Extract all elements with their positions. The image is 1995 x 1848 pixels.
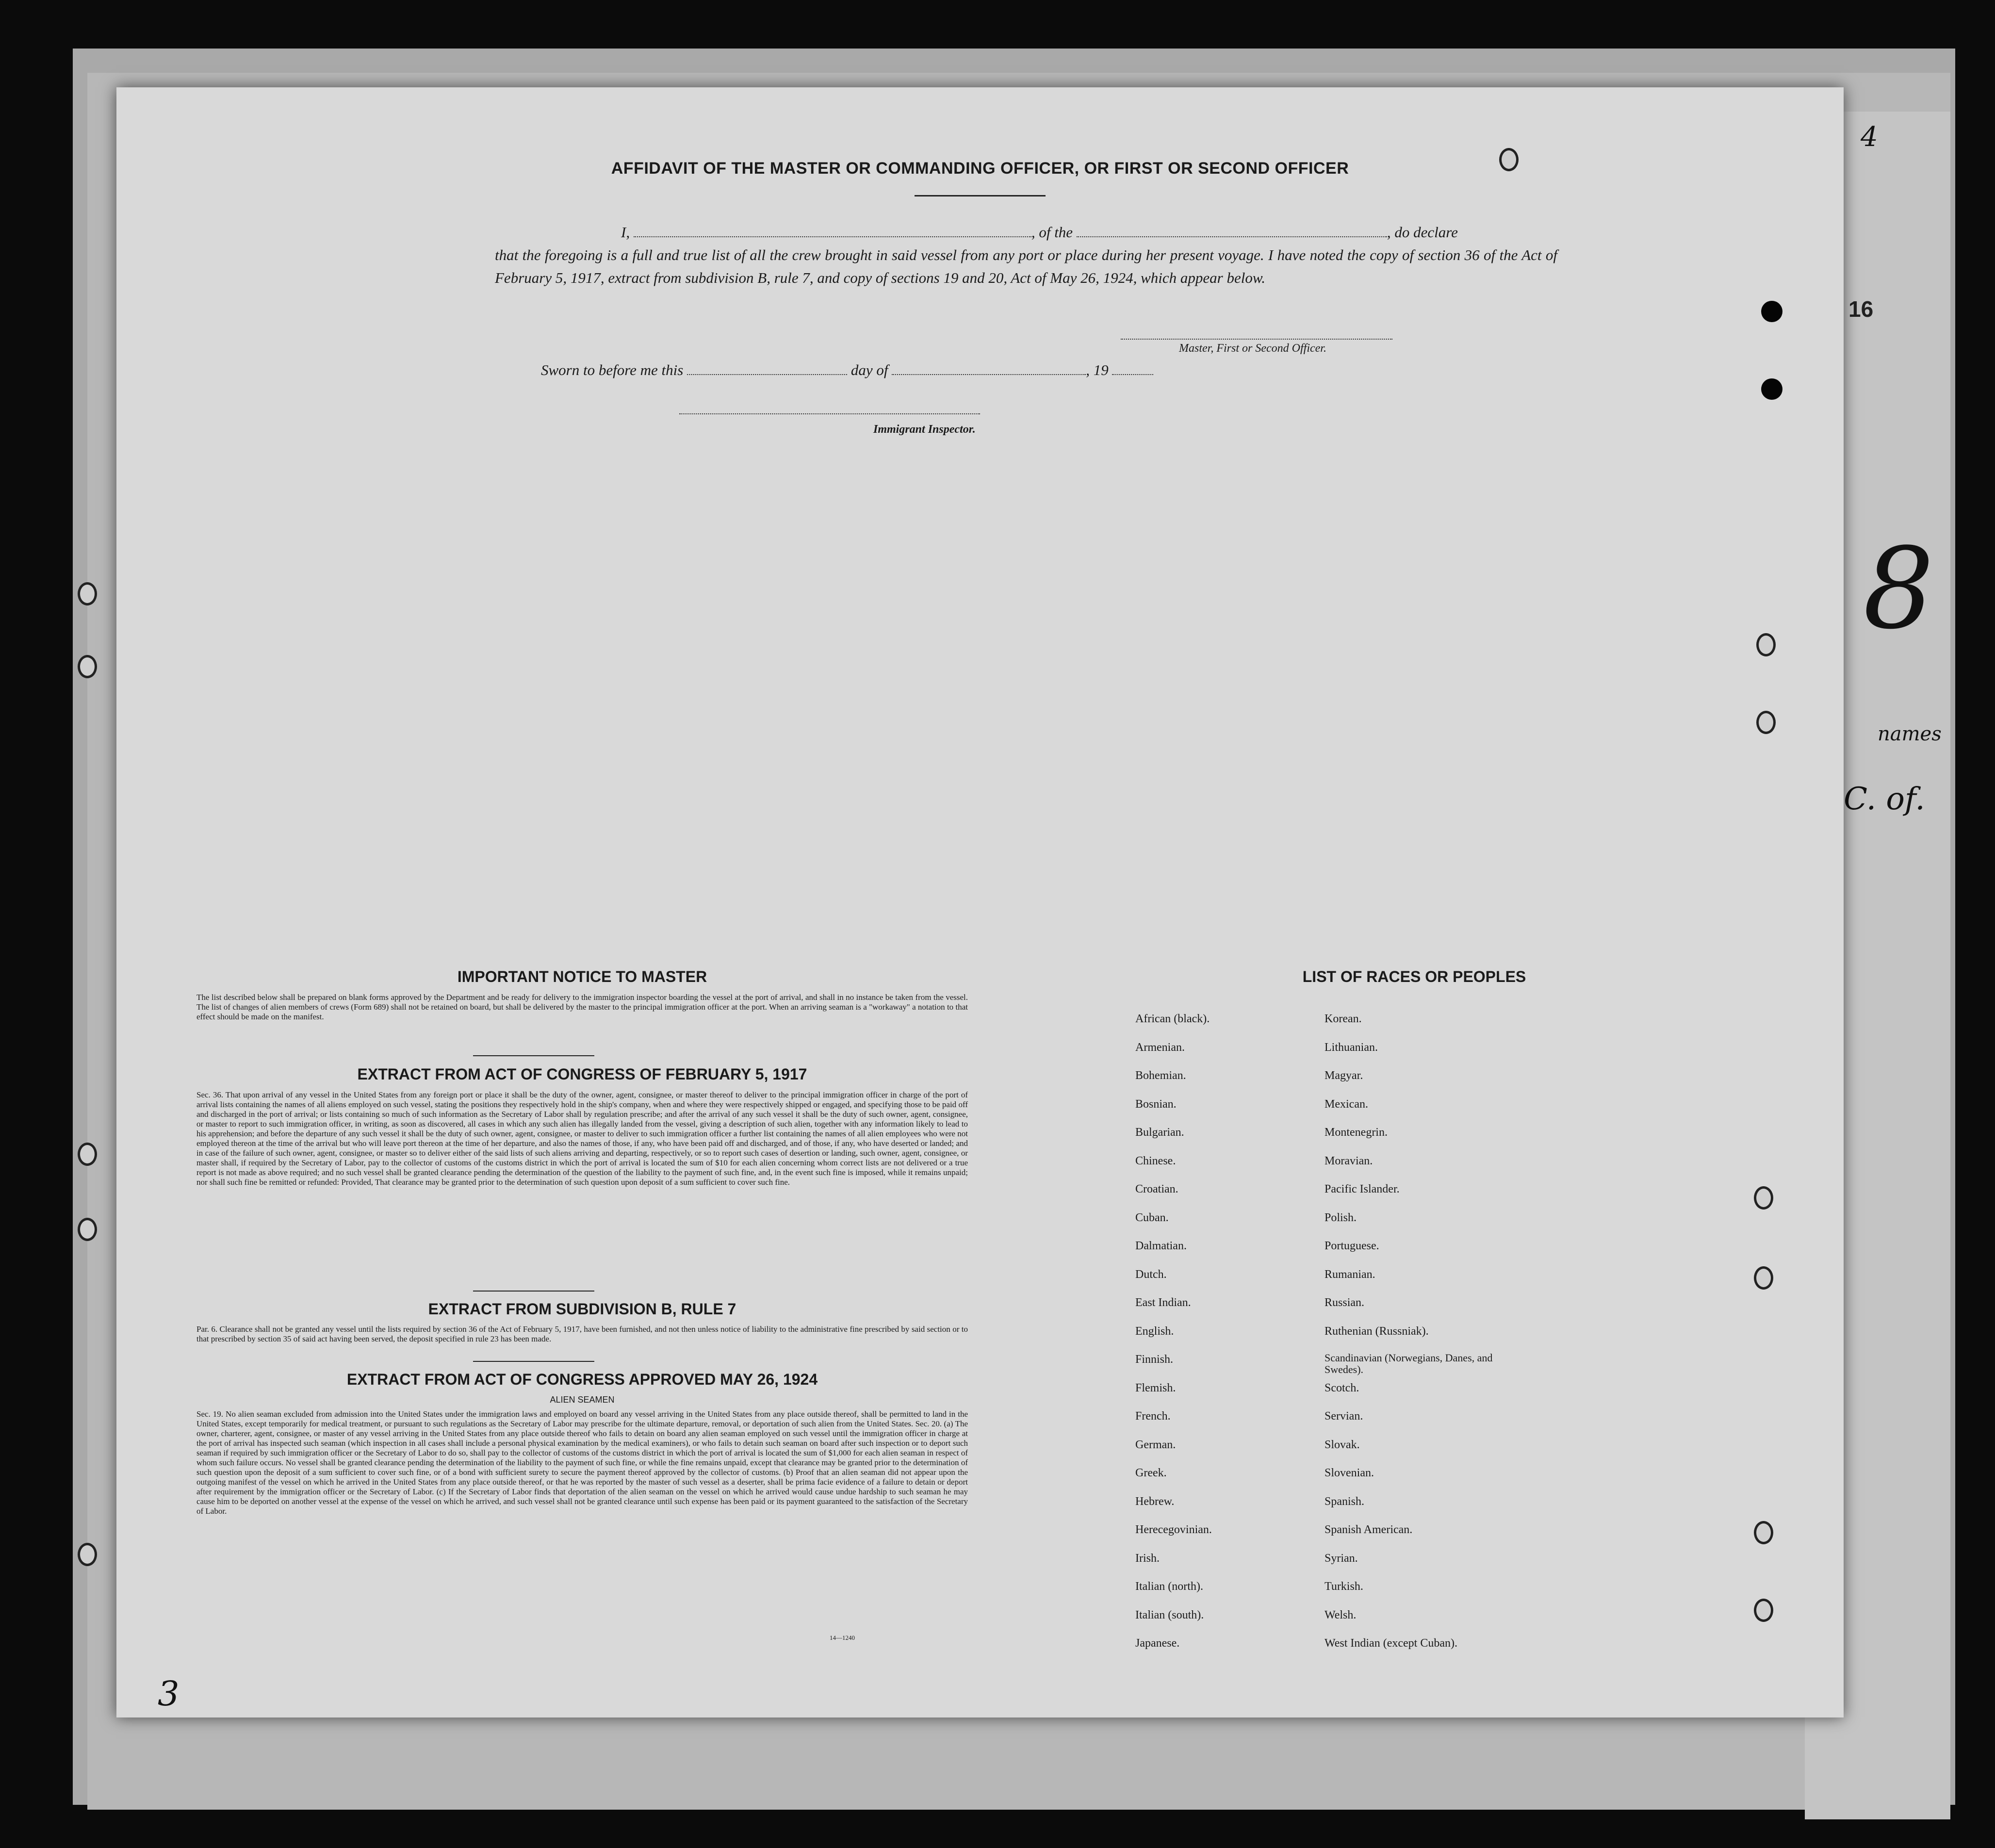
- year-label: , 19: [1086, 361, 1109, 378]
- extract-1924-title: EXTRACT FROM ACT OF CONGRESS APPROVED MAY 26, 1924: [346, 1371, 818, 1388]
- alien-seamen-heading: ALIEN SEAMEN: [550, 1395, 615, 1405]
- races-column-2: [1325, 1012, 1519, 1665]
- extract-rule7-text: Par. 6. Clearance shall not be granted any vessel until the lists required by section 36 of the Act of February 5, 1917, have been furnished, and not then unless notice of liability to the administrative fine prescribed by said section or to that prescribed by section 35 of said act having been served, the deposit specified in rule 23 has been made.: [196, 1325, 968, 1343]
- race-item: Moravian.: [1325, 1154, 1373, 1167]
- race-item: Finnish.: [1135, 1353, 1174, 1366]
- race-item: Mexican.: [1325, 1097, 1368, 1111]
- binder-hole: [78, 1218, 97, 1241]
- binder-hole: [1761, 301, 1782, 322]
- races-column-1: [1135, 1012, 1320, 1665]
- handwritten-mark: 3: [158, 1674, 180, 1714]
- affidavit-of-the: , of the: [1031, 224, 1073, 241]
- race-item: Slovak.: [1325, 1438, 1360, 1451]
- race-item: East Indian.: [1135, 1296, 1191, 1309]
- race-item: Greek.: [1135, 1467, 1167, 1479]
- extract-1917-text: Sec. 36. That upon arrival of any vessel in the United States from any foreign port or place it shall be the duty of the owner, agent, consignee, or master thereof to deliver to the principal immigration officer in charge of the port of arrival lists containing the names of all aliens employed on such vessel, stating the positions they respectively hold in the ship's company, when and where they were respectively shipped or engaged, and specifying those to be paid off and discharged in the port of arrival; or lists containing so much of such information as the Secretary of Labor shall by regulation prescribe; and after the arrival of any such vessel it shall be the duty of such owner, agent, consignee, or master to report to such immigration officer, in writing, as soon as discovered, all cases in which any such alien has illegally landed from the vessel, giving a description of such alien, together with any information likely to lead to his apprehension; and before the departure of any such vessel it shall be the duty of such owner, agent, consignee, or master to deliver to such immigration officer a further list containing the names of all alien employees who were not employed thereon at the time of the arrival but who will leave port thereon at the time of her departure, and also the names of those, if any, who have been paid off and discharged, and of those, if any, who have deserted or landed; and in case of the failure of such owner, agent, consignee, or master so to deliver either of the said lists of such aliens arriving and departing, respectively, or so to report such cases of desertion or landing, such owner, agent, consignee, or master shall, if required by the Secretary of Labor, pay to the collector of customs of the customs district in which the port of arrival is located the sum of $10 for each alien concerning whom correct lists are not delivered or a true report is not made as above required; and no such vessel shall be granted clearance pending the determination of the question of the liability to the payment of such fine, and, in the event such fine is imposed, while it remains unpaid; nor shall such fine be remitted or refunded: Provided, That clearance may be granted prior to the determination of such question upon deposit of a sum sufficient to cover such fine.: [196, 1090, 968, 1187]
- binder-hole: [1754, 1186, 1773, 1210]
- race-item: German.: [1135, 1438, 1176, 1451]
- form-number: 14—1240: [830, 1634, 855, 1641]
- sworn-day-field[interactable]: [687, 362, 847, 375]
- form-page: [116, 87, 1844, 1717]
- race-item: Spanish American.: [1325, 1523, 1413, 1536]
- divider: [915, 195, 1046, 196]
- handwritten-mark: 8: [1863, 524, 1934, 654]
- binder-hole: [1756, 633, 1776, 656]
- race-item: Herecegovinian.: [1135, 1523, 1212, 1536]
- affidavit-text: [495, 221, 1557, 289]
- race-item: Servian.: [1325, 1410, 1363, 1423]
- edge-number: 16: [1848, 296, 1874, 322]
- race-item: Dalmatian.: [1135, 1240, 1187, 1252]
- race-item: Montenegrin.: [1325, 1126, 1388, 1139]
- race-item: Bosnian.: [1135, 1097, 1177, 1111]
- handwritten-note: C. of.: [1844, 781, 1925, 817]
- race-item: Turkish.: [1325, 1580, 1363, 1593]
- sworn-year-field[interactable]: [1112, 362, 1153, 375]
- page-number-handwritten: 4: [1861, 121, 1878, 153]
- race-item: Syrian.: [1325, 1552, 1358, 1565]
- race-item: Cuban.: [1135, 1211, 1169, 1224]
- binder-hole: [1754, 1266, 1773, 1290]
- day-of-label: day of: [850, 361, 888, 378]
- divider: [473, 1361, 594, 1362]
- race-item: West Indian (except Cuban).: [1325, 1637, 1457, 1650]
- race-item: Chinese.: [1135, 1154, 1176, 1167]
- race-item: Bulgarian.: [1135, 1126, 1184, 1139]
- race-item: Lithuanian.: [1325, 1041, 1378, 1054]
- race-item: Pacific Islander.: [1325, 1183, 1400, 1195]
- binder-hole: [1756, 711, 1776, 734]
- race-item: Ruthenian (Russniak).: [1325, 1325, 1429, 1338]
- master-name-field[interactable]: [634, 225, 1031, 237]
- handwritten-note: names: [1878, 723, 1942, 745]
- race-item: Scandinavian (Norwegians, Danes, and Swedes).: [1325, 1352, 1493, 1375]
- binder-hole: [1754, 1599, 1773, 1622]
- race-item: Rumanian.: [1325, 1268, 1375, 1281]
- extract-1917-title: EXTRACT FROM ACT OF CONGRESS OF FEBRUARY 5, 1917: [357, 1065, 807, 1083]
- race-item: Russian.: [1325, 1296, 1365, 1309]
- race-item: Korean.: [1325, 1013, 1362, 1025]
- race-item: French.: [1135, 1410, 1171, 1423]
- divider: [473, 1055, 594, 1056]
- race-item: Italian (north).: [1135, 1580, 1203, 1593]
- race-item: Japanese.: [1135, 1637, 1180, 1650]
- sworn-month-field[interactable]: [892, 362, 1086, 375]
- race-item: Bohemian.: [1135, 1069, 1186, 1082]
- race-item: Irish.: [1135, 1552, 1160, 1565]
- affidavit-i: I,: [621, 224, 630, 241]
- race-item: Scotch.: [1325, 1381, 1359, 1394]
- race-item: English.: [1135, 1325, 1174, 1338]
- race-item: Croatian.: [1135, 1183, 1178, 1195]
- races-title: LIST OF RACES OR PEOPLES: [1302, 968, 1526, 985]
- affidavit-body: that the foregoing is a full and true list of all the crew brought in said vessel from any port or place during her present voyage. I have noted the copy of section 36 of the Act of February 5, 1917, extract from subdivision B, rule 7, and copy of sections 19 and 20, Act of May 26, 1924, which appear below.: [495, 246, 1557, 286]
- divider: [473, 1291, 594, 1292]
- race-item: Dutch.: [1135, 1268, 1167, 1281]
- binder-hole: [1499, 148, 1519, 171]
- vessel-name-field[interactable]: [1077, 225, 1387, 237]
- race-item: Spanish.: [1325, 1495, 1365, 1508]
- binder-hole: [1761, 378, 1782, 400]
- race-item: Magyar.: [1325, 1069, 1363, 1082]
- notice-title: IMPORTANT NOTICE TO MASTER: [457, 968, 707, 985]
- notice-text: The list described below shall be prepared on blank forms approved by the Department and be ready for delivery to the immigration inspector boarding the vessel at the port of arrival, and shall in no instance be taken from the vessel. The list of changes of alien members of crews (Form 689) shall not be retained on board, but shall be delivered by the master to the principal immigration officer at the port. When an arriving seaman is a "workaway" a notation to that effect should be made on the manifest.: [196, 993, 968, 1021]
- inspector-label: Immigrant Inspector.: [873, 423, 976, 436]
- binder-hole: [1754, 1521, 1773, 1544]
- race-item: Italian (south).: [1135, 1608, 1204, 1621]
- sworn-line: [541, 361, 1317, 379]
- affidavit-title: AFFIDAVIT OF THE MASTER OR COMMANDING OFFICER, OR FIRST OR SECOND OFFICER: [611, 159, 1349, 178]
- binder-hole: [78, 1143, 97, 1166]
- race-item: Welsh.: [1325, 1608, 1357, 1621]
- race-item: Slovenian.: [1325, 1467, 1374, 1479]
- race-item: Flemish.: [1135, 1381, 1176, 1394]
- binder-hole: [78, 582, 97, 605]
- affidavit-declare: , do declare: [1387, 224, 1458, 241]
- master-signature-line[interactable]: [1121, 339, 1392, 340]
- race-item: Armenian.: [1135, 1041, 1185, 1054]
- extract-1924-text: Sec. 19. No alien seaman excluded from admission into the United States under the immigration laws and employed on board any vessel arriving in the United States from any place outside thereof, shall be permitted to land in the United States, except temporarily for medical treatment, or pursuant to such regulations as the Secretary of Labor may prescribe for the ultimate departure, removal, or deportation of such alien from the United States. Sec. 20. (a) The owner, charterer, agent, consignee, or master of any vessel arriving in the United States from any place outside thereof who fails to detain on board any alien seaman employed on such vessel until the immigration officer in charge at the port of arrival has inspected such seaman (which inspection in all cases shall include a personal physical examination by the medical examiners), or who fails to detain such seaman on board after such inspection or to deport such seaman if required by such immigration officer or the Secretary of Labor to do so, shall pay to the collector of customs of the customs district in which the port of arrival is located the sum of $1,000 for each alien seaman in respect of whom such failure occurs. No vessel shall be granted clearance pending the determination of the liability to the payment of such fine, or while the fine remains unpaid, except that clearance may be granted prior to the determination of such question upon the deposit of a sum sufficient to cover such fine, or of a bond with sufficient surety to secure the payment thereof approved by the collector of customs. (b) Proof that an alien seaman did not appear upon the outgoing manifest of the vessel on which he arrived in the United States from any place outside thereof, or that he was reported by the master of such vessel as a deserter, shall be prima facie evidence of a failure to detain or deport after requirement by the immigration officer or the Secretary of Labor. (c) If the Secretary of Labor finds that deportation of the alien seaman on the vessel on which he arrived would cause undue hardship to such seaman he may cause him to be deported on another vessel at the expense of the vessel on which he arrived, and such vessel shall not be granted clearance until such expense has been paid or its payment guaranteed to the satisfaction of the Secretary of Labor.: [196, 1409, 968, 1516]
- binder-hole: [78, 1543, 97, 1566]
- race-item: Polish.: [1325, 1211, 1357, 1224]
- race-item: Hebrew.: [1135, 1495, 1175, 1508]
- binder-hole: [78, 655, 97, 678]
- extract-rule7-title: EXTRACT FROM SUBDIVISION B, RULE 7: [428, 1300, 736, 1318]
- inspector-signature-line[interactable]: [679, 413, 980, 414]
- master-signature-label: Master, First or Second Officer.: [1179, 342, 1326, 355]
- race-item: African (black).: [1135, 1013, 1210, 1025]
- race-item: Portuguese.: [1325, 1240, 1379, 1252]
- sworn-label: Sworn to before me this: [541, 361, 684, 378]
